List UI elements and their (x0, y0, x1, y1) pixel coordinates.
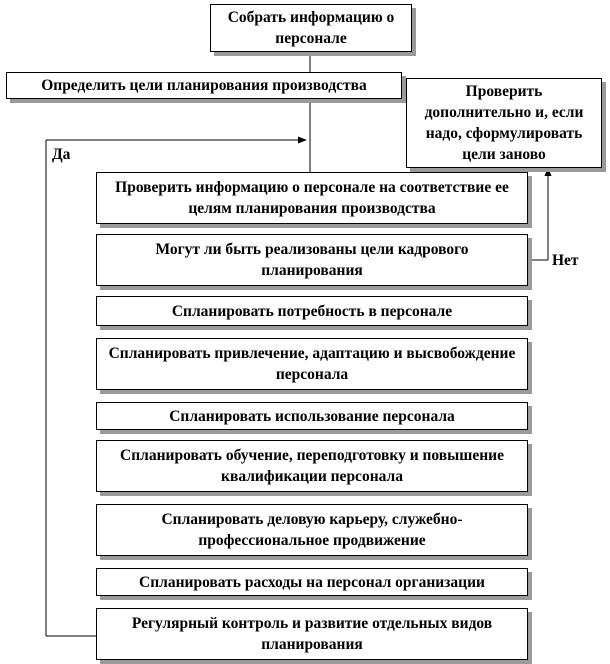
step-define-goals: Определить цели планирования производства (6, 72, 402, 99)
label-yes: Да (52, 146, 71, 163)
step-plan-training: Спланировать обучение, переподготовку и повышение квалификации персонала (96, 440, 528, 492)
step-plan-costs: Спланировать расходы на персонал организации (96, 568, 528, 596)
step-check-info: Проверить информацию о персонале на соответствие ее целям планирования производства (96, 172, 528, 224)
decision-can-realize: Могут ли быть реализованы цели кадрового планирования (96, 234, 528, 286)
label-no: Нет (552, 252, 579, 269)
step-recheck-goals: Проверить дополнительно и, если надо, сформулировать цели заново (406, 78, 602, 168)
step-plan-use: Спланировать использование персонала (96, 402, 528, 430)
step-plan-need: Спланировать потребность в персонале (96, 296, 528, 326)
step-plan-attract: Спланировать привлечение, адаптацию и высвобождение персонала (96, 338, 528, 390)
step-control: Регулярный контроль и развитие отдельных видов планирования (96, 608, 528, 660)
step-collect-info: Собрать информацию о персонале (210, 4, 412, 52)
step-plan-career: Спланировать деловую карьеру, служебно-профессиональное продвижение (96, 504, 528, 556)
